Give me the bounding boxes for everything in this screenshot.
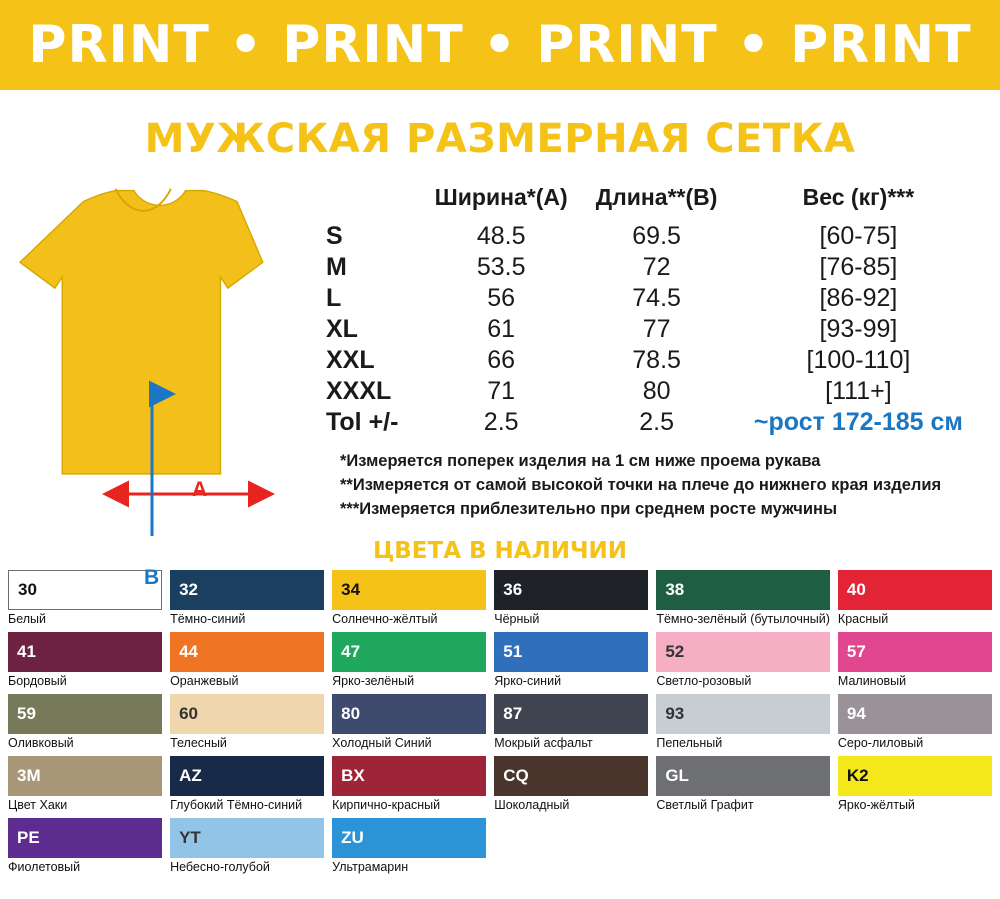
swatch-code: GL xyxy=(665,766,689,785)
swatch-label: Цвет Хаки xyxy=(8,798,68,812)
cell-width: 53.5 xyxy=(476,253,526,281)
swatch-code: 87 xyxy=(503,704,523,723)
table-row xyxy=(320,283,986,314)
swatch-code: 51 xyxy=(503,642,523,661)
swatch-code: 60 xyxy=(179,704,198,723)
table-row xyxy=(320,252,986,283)
swatch-chip-az[interactable] xyxy=(170,756,324,796)
swatch-chip-gl[interactable] xyxy=(656,756,830,796)
swatch-code: 47 xyxy=(341,642,361,661)
swatch-chip-44[interactable] xyxy=(170,632,324,672)
cell-size: S xyxy=(326,222,343,250)
swatch-label: Тёмно-синий xyxy=(170,612,246,626)
color-swatch[interactable] xyxy=(170,818,324,874)
swatch-code: 34 xyxy=(341,580,361,599)
cell-weight: [60-75] xyxy=(819,222,898,250)
swatch-code: 94 xyxy=(846,704,866,723)
cell-weight: [76-85] xyxy=(819,253,898,281)
swatch-code: 32 xyxy=(179,580,198,599)
swatch-chip-34[interactable] xyxy=(332,570,486,610)
swatch-code: CQ xyxy=(503,766,529,785)
swatch-chip-87[interactable] xyxy=(494,694,648,734)
cell-weight: [93-99] xyxy=(819,315,898,343)
cell-width: 61 xyxy=(487,315,516,343)
cell-size: Tol +/- xyxy=(326,408,399,436)
swatch-chip-bx[interactable] xyxy=(332,756,486,796)
color-swatch[interactable] xyxy=(170,694,324,750)
swatch-label: Ярко-синий xyxy=(494,674,562,688)
cell-length: 77 xyxy=(642,315,671,343)
size-table xyxy=(320,184,986,438)
color-swatch[interactable] xyxy=(8,632,162,688)
color-swatch[interactable] xyxy=(656,756,830,812)
swatch-label: Светлый Графит xyxy=(656,798,754,812)
swatch-label: Телесный xyxy=(170,736,227,750)
swatch-label: Ярко-жёлтый xyxy=(837,798,915,812)
cell-length: 2.5 xyxy=(639,408,674,436)
swatch-code: 44 xyxy=(179,642,198,661)
swatch-label: Белый xyxy=(8,612,47,626)
swatch-code: 41 xyxy=(17,642,36,661)
page-title: МУЖСКАЯ РАЗМЕРНАЯ СЕТКА xyxy=(144,116,856,162)
width-dimension-label: A xyxy=(192,478,208,501)
swatch-chip-cq[interactable] xyxy=(494,756,648,796)
header-weight: Вес (кг)*** xyxy=(802,184,915,210)
table-header-row xyxy=(320,184,986,221)
swatch-chip-30[interactable] xyxy=(8,570,162,610)
swatch-chip-93[interactable] xyxy=(656,694,830,734)
cell-length: 78.5 xyxy=(632,346,681,374)
swatch-chip-57[interactable] xyxy=(838,632,992,672)
cell-width: 66 xyxy=(487,346,516,374)
swatch-label: Глубокий Тёмно-синий xyxy=(170,798,303,812)
table-row xyxy=(320,221,986,252)
swatch-code: 38 xyxy=(665,580,685,599)
swatch-label: Чёрный xyxy=(494,612,540,626)
swatch-chip-60[interactable] xyxy=(170,694,324,734)
color-swatch[interactable] xyxy=(8,570,162,626)
swatch-code: 93 xyxy=(665,704,685,723)
banner-text: PRINT • PRINT • PRINT • PRINT xyxy=(28,15,972,75)
color-swatch[interactable] xyxy=(838,756,992,812)
swatch-chip-40[interactable] xyxy=(838,570,992,610)
header-size xyxy=(320,184,420,221)
swatch-code: ZU xyxy=(341,828,364,847)
cell-length: 69.5 xyxy=(632,222,681,250)
size-table-wrap xyxy=(314,176,986,536)
swatch-label: Бордовый xyxy=(8,674,67,688)
cell-length: 72 xyxy=(642,253,671,281)
header-length: Длина**(B) xyxy=(595,184,718,210)
swatch-code: 40 xyxy=(846,580,866,599)
note-width: *Измеряется поперек изделия на 1 см ниже проема рукава xyxy=(340,452,821,470)
cell-width: 56 xyxy=(487,284,516,312)
swatch-label: Малиновый xyxy=(837,674,907,688)
swatch-chip-k2[interactable] xyxy=(838,756,992,796)
color-swatch-grid xyxy=(0,570,1000,882)
swatch-code: 59 xyxy=(17,704,36,723)
swatch-chip-59[interactable] xyxy=(8,694,162,734)
swatch-code: 80 xyxy=(341,704,361,723)
swatch-label: Фиолетовый xyxy=(8,860,81,874)
measurement-notes xyxy=(320,450,986,522)
cell-width: 71 xyxy=(487,377,516,405)
color-swatch[interactable] xyxy=(494,694,648,750)
swatch-label: Пепельный xyxy=(656,736,723,750)
swatch-code: 3M xyxy=(17,766,41,785)
color-swatch[interactable] xyxy=(332,694,486,750)
swatch-chip-94[interactable] xyxy=(838,694,992,734)
swatch-label: Ярко-зелёный xyxy=(332,674,415,688)
note-weight: ***Измеряется приблезительно при среднем росте мужчины xyxy=(340,499,838,518)
colors-section-title: ЦВЕТА В НАЛИЧИИ xyxy=(372,538,628,564)
table-row xyxy=(320,407,986,438)
color-swatch[interactable] xyxy=(838,570,992,626)
swatch-code: BX xyxy=(341,766,365,785)
cell-weight: [86-92] xyxy=(819,284,898,312)
swatch-label: Холодный Синий xyxy=(332,736,432,750)
color-swatch[interactable] xyxy=(170,570,324,626)
cell-size: XXXL xyxy=(326,377,392,405)
cell-size: L xyxy=(326,284,342,312)
color-swatch[interactable] xyxy=(8,756,162,812)
cell-width: 2.5 xyxy=(483,408,519,436)
cell-width: 48.5 xyxy=(476,222,526,250)
color-swatch[interactable] xyxy=(656,694,830,750)
swatch-label: Мокрый асфальт xyxy=(494,736,593,750)
table-row xyxy=(320,314,986,345)
swatch-chip-pe[interactable] xyxy=(8,818,162,858)
swatch-label: Светло-розовый xyxy=(656,674,752,688)
swatch-chip-yt[interactable] xyxy=(170,818,324,858)
header-width: Ширина*(A) xyxy=(434,184,568,210)
shirt-illustration xyxy=(14,176,314,589)
swatch-chip-3m[interactable] xyxy=(8,756,162,796)
length-dimension-label: B xyxy=(144,566,160,589)
color-swatch[interactable] xyxy=(8,818,162,874)
swatch-label: Шоколадный xyxy=(494,798,570,812)
swatch-label: Кирпично-красный xyxy=(332,798,441,812)
color-swatch[interactable] xyxy=(170,756,324,812)
print-banner xyxy=(0,0,1000,90)
swatch-label: Красный xyxy=(837,612,889,626)
swatch-label: Тёмно-зелёный (бутылочный) xyxy=(656,612,830,626)
table-row xyxy=(320,345,986,376)
color-swatch[interactable] xyxy=(332,632,486,688)
swatch-code: 30 xyxy=(18,580,37,599)
swatch-chip-32[interactable] xyxy=(170,570,324,610)
swatch-label: Оливковый xyxy=(8,736,74,750)
swatch-label: Ультрамарин xyxy=(332,860,409,874)
swatch-chip-38[interactable] xyxy=(656,570,830,610)
swatch-chip-41[interactable] xyxy=(8,632,162,672)
cell-weight: [100-110] xyxy=(806,346,911,374)
swatch-chip-zu[interactable] xyxy=(332,818,486,858)
swatch-label: Серо-лиловый xyxy=(837,736,924,750)
tshirt-icon xyxy=(14,176,314,536)
color-swatch[interactable] xyxy=(332,756,486,812)
color-swatch[interactable] xyxy=(494,632,648,688)
cell-size: M xyxy=(326,253,347,281)
swatch-chip-47[interactable] xyxy=(332,632,486,672)
color-swatch[interactable] xyxy=(656,570,830,626)
swatch-label: Небесно-голубой xyxy=(170,860,270,874)
cell-length: 80 xyxy=(642,377,671,405)
swatch-code: K2 xyxy=(846,766,869,785)
table-row xyxy=(320,376,986,407)
color-swatch[interactable] xyxy=(656,632,830,688)
swatch-chip-51[interactable] xyxy=(494,632,648,672)
swatch-label: Оранжевый xyxy=(170,674,239,688)
cell-size: XXL xyxy=(326,346,375,374)
cell-weight: [111+] xyxy=(825,377,892,405)
swatch-code: 36 xyxy=(503,580,523,599)
growth-note: ~рост 172-185 см xyxy=(753,408,963,436)
color-swatch[interactable] xyxy=(332,570,486,626)
color-swatch[interactable] xyxy=(838,694,992,750)
swatch-chip-52[interactable] xyxy=(656,632,830,672)
cell-length: 74.5 xyxy=(632,284,681,312)
color-swatch[interactable] xyxy=(838,632,992,688)
swatch-code: 52 xyxy=(665,642,685,661)
color-swatch[interactable] xyxy=(494,756,648,812)
color-swatch[interactable] xyxy=(332,818,486,874)
swatch-chip-36[interactable] xyxy=(494,570,648,610)
color-swatch[interactable] xyxy=(494,570,648,626)
swatch-code: AZ xyxy=(179,766,202,785)
note-length: **Измеряется от самой высокой точки на плече до нижнего края изделия xyxy=(340,475,942,494)
swatch-label: Солнечно-жёлтый xyxy=(332,612,438,626)
swatch-code: 57 xyxy=(846,642,866,661)
color-swatch[interactable] xyxy=(8,694,162,750)
cell-size: XL xyxy=(326,315,358,343)
color-swatch[interactable] xyxy=(170,632,324,688)
swatch-code: PE xyxy=(17,828,40,847)
swatch-chip-80[interactable] xyxy=(332,694,486,734)
swatch-code: YT xyxy=(179,828,201,847)
